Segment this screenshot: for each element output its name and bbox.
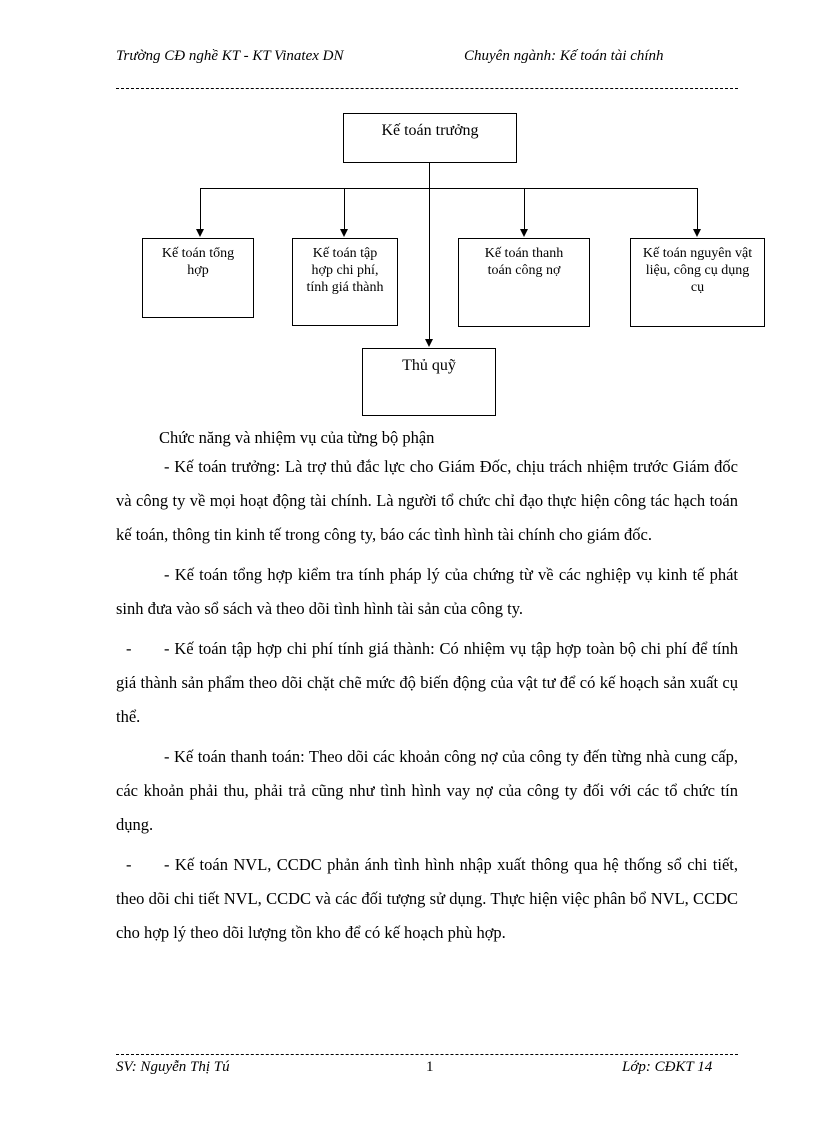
branch-line	[200, 188, 698, 189]
paragraph-chief: - Kế toán trưởng: Là trợ thủ đắc lực cho Giám Đốc, chịu trách nhiệm trước Giám đốc và công ty về mọi hoạt động tài chính. Là người tổ chức chỉ đạo thực hiện công tác hạch toán kế toán, thông tin kinh tế trong công ty, báo các tình hình tài chính cho giám đốc.	[116, 457, 738, 544]
branch-drop-1	[200, 188, 201, 230]
trunk-line	[429, 163, 430, 345]
dept-box-general: Kế toán tổng hợp	[142, 238, 254, 318]
chief-accountant-box: Kế toán trưởng	[343, 113, 517, 163]
header-school: Trường CĐ nghề KT - KT Vinatex DN	[116, 48, 344, 64]
paragraph-materials-wrap	[116, 848, 738, 950]
branch-drop-2	[344, 188, 345, 230]
paragraph-payment: - Kế toán thanh toán: Theo dõi các khoản công nợ của công ty đến từng nhà cung cấp, các khoản phải thu, phải trả cũng như tình hình vay nợ của công ty đối với các tổ chức tín dụng.	[116, 747, 738, 834]
paragraph-costing: - Kế toán tập hợp chi phí tính giá thành: Có nhiệm vụ tập hợp toàn bộ chi phí để tính giá thành sản phẩm theo dõi chặt chẽ mức độ biến động của vật tư để có kế hoạch sản xuất cụ thể.	[116, 639, 738, 726]
paragraph-materials: - Kế toán NVL, CCDC phản ánh tình hình nhập xuất thông qua hệ thống sổ chi tiết, theo dõi chi tiết NVL, CCDC và các đối tượng sử dụng. Thực hiện việc phân bổ NVL, CCDC cho hợp lý theo dõi lượng tồn kho để có kế hoạch phù hợp.	[116, 855, 738, 942]
arrow-treasurer-icon	[425, 339, 433, 347]
branch-drop-4	[697, 188, 698, 230]
branch-drop-3	[524, 188, 525, 230]
header-major: Chuyên ngành: Kế toán tài chính	[464, 48, 664, 64]
section-title: Chức năng và nhiệm vụ của từng bộ phận	[159, 428, 435, 447]
paragraph-costing-wrap	[116, 632, 738, 734]
footer-class: Lớp: CĐKT 14	[622, 1059, 713, 1075]
dept-box-payment: Kế toán thanh toán công nợ	[458, 238, 590, 327]
arrow-down-icon	[340, 229, 348, 237]
arrow-down-icon	[520, 229, 528, 237]
list-dash: -	[126, 855, 132, 874]
body-text	[116, 450, 738, 950]
footer-student: SV: Nguyễn Thị Tú	[116, 1059, 230, 1075]
arrow-down-icon	[196, 229, 204, 237]
treasurer-box: Thủ quỹ	[362, 348, 496, 416]
paragraph-general: - Kế toán tổng hợp kiểm tra tính pháp lý của chứng từ về các nghiệp vụ kinh tế phát sinh đưa vào sổ sách và theo dõi tình hình tài sản của công ty.	[116, 565, 738, 618]
list-dash: -	[126, 639, 132, 658]
footer-divider	[116, 1054, 738, 1055]
dept-box-materials: Kế toán nguyên vật liệu, công cụ dụng cụ	[630, 238, 765, 327]
header-divider	[116, 88, 738, 89]
arrow-down-icon	[693, 229, 701, 237]
page-number: 1	[426, 1059, 434, 1075]
dept-box-costing: Kế toán tập hợp chi phí, tính giá thành	[292, 238, 398, 326]
